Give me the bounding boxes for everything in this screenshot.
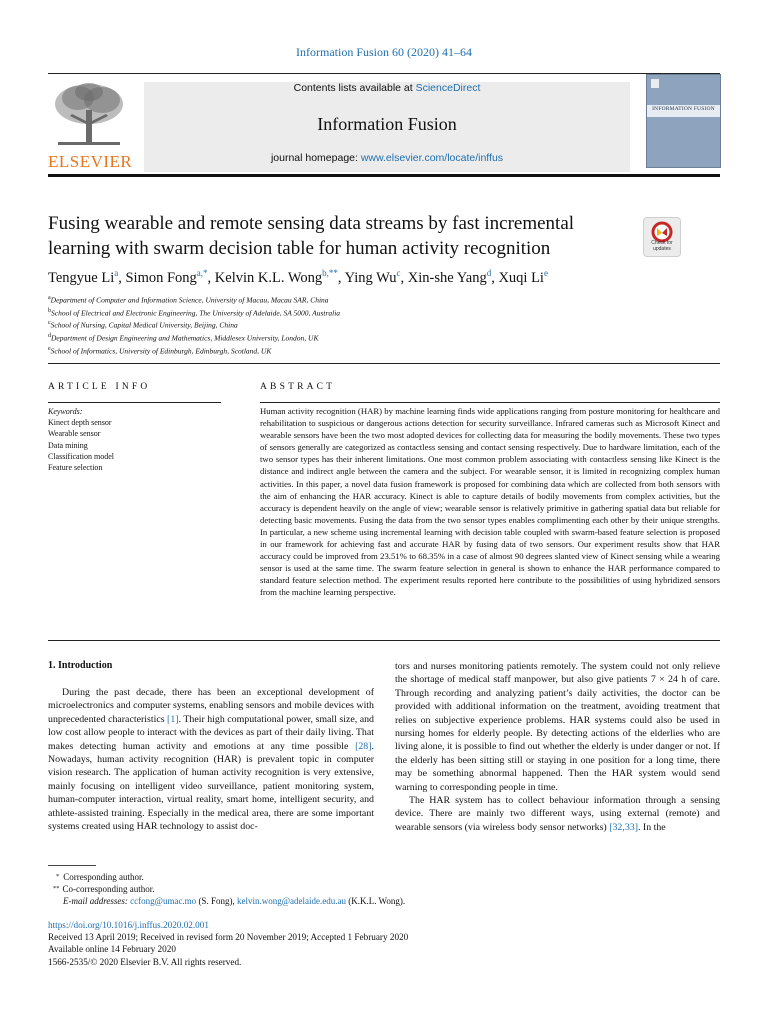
email-owner: (K.K.L. Wong). [345,896,406,906]
keyword-list [48,406,223,473]
journal-homepage-line [144,152,630,164]
received-dates: Received 13 April 2019; Received in revised form 20 November 2019; Accepted 1 February 2020 [48,932,409,943]
header-top-rule [48,73,720,74]
author-list [48,268,688,287]
affiliation-item [48,293,648,306]
author-affiliation-marker[interactable]: a [114,268,119,278]
affiliation-text: School of Nursing, Capital Medical University, Beijing, China [50,320,238,330]
journal-title: Information Fusion [317,114,457,134]
affiliation-marker: b [48,307,51,314]
article-history [48,919,408,968]
author-affiliation-marker[interactable]: e [543,268,548,278]
paper-title: Fusing wearable and remote sensing data streams by fast incremental learning with swarm decision table for human activity recognition [48,213,575,259]
affiliation-text: School of Informatics, University of Edinburgh, Edinburgh, Scotland, UK [50,346,272,356]
author-affiliation-marker[interactable]: a,* [196,268,208,278]
article-info-rule [48,402,221,403]
badge-label: Check for updates [651,240,673,252]
intro-paragraph-1 [48,686,374,833]
available-online: Available online 14 February 2020 [48,944,176,955]
author-name: Ying Wu [344,269,397,286]
contents-prefix: Contents lists available at [293,82,416,94]
intro-paragraph-continued: tors and nurses monitoring patients remotely. The system could not only relieve the shortage of medical staff manpower, but also give patients 7 × 24 h of care. Through recording and analyzing patient’s daily activities, the doctor can be provided with additional information on the treatment, avoiding treatment that relies on subjective experience problems. HAR systems could also be used in nursing homes for elderly people. By detecting actions of the elderlies who are living alone, it is possible to find out whether the elderly is under danger or not. If the elderly has been sitting still or staying in one position for a long time, there may be something abnormal happened. Then the HAR system would send warning to corresponding people in time. [395,661,720,793]
author-separator: , [337,269,345,286]
affiliation-text: Department of Computer and Information Science, University of Macau, Macau SAR, China [50,295,329,305]
header-bottom-rule [48,174,720,177]
footnote-rule [48,865,96,866]
email-link-wong[interactable]: kelvin.wong@adelaide.edu.au [236,896,346,906]
affiliation-rule [48,363,720,364]
keywords-label: Keywords: [48,407,83,416]
footnote-emails [63,895,405,907]
abstract-bottom-rule [48,640,720,641]
homepage-prefix: journal homepage: [270,152,361,164]
author-name: Kelvin K.L. Wong [214,269,323,286]
sciencedirect-link[interactable]: ScienceDirect [415,82,481,94]
contents-line [144,82,630,94]
email-label: E-mail addresses: [63,896,131,906]
introduction-heading: 1. Introduction [48,660,113,671]
intro-right-column [395,660,720,834]
doi-link[interactable]: https://doi.org/10.1016/j.inffus.2020.02.001 [48,920,209,930]
affiliation-marker: c [48,320,51,327]
author-name: Xuqi Li [498,269,544,286]
intro-text: . In the [637,821,666,833]
author-name: Xin-she Yang [407,269,487,286]
keyword-item: Feature selection [48,463,103,473]
intro-left-column [48,686,374,833]
author-affiliation-marker[interactable]: c [396,268,401,278]
keyword-item: Classification model [48,451,114,461]
email-owner: (S. Fong), [196,896,237,906]
reference-link-28[interactable]: [28] [355,740,372,752]
elsevier-wordmark: ELSEVIER [48,152,133,171]
affiliation-item [48,331,648,344]
affiliation-marker: a [48,295,51,301]
affiliation-marker: e [48,345,51,352]
footnote-text: Co-corresponding author. [62,884,155,894]
intro-text: . Their high computational power, small size, and low cost allow people to interact with the devices as part of their daily living. That makes detecting human activity and emotions at any time possible [48,713,374,752]
footnote-co-corresponding [48,883,154,895]
author-separator: , [207,269,215,286]
copyright-line: 1566-2535/© 2020 Elsevier B.V. All rights reserved. [48,956,242,967]
footnote-corresponding [48,871,144,883]
author-affiliation-marker[interactable]: b,** [322,268,338,278]
intro-text: During the past decade, there has been an exceptional development of microelectronics and computer systems, enabling sensors and mobile devices with unprecedented characteristics [48,687,374,725]
keyword-item: Data mining [48,440,88,450]
reference-link-32-33[interactable]: [32,33] [609,821,638,833]
affiliation-text: School of Electrical and Electronic Engineering, The University of Adelaide, SA 5000, Australia [51,308,341,318]
reference-link-1[interactable]: [1] [167,713,179,725]
author-separator: , [400,269,408,286]
cover-logo-mark [651,79,659,88]
affiliation-marker: d [48,333,51,340]
cover-title: INFORMATION FUSION [652,106,715,112]
author-separator: , [491,269,499,286]
abstract-rule [260,402,720,403]
affiliation-list [48,293,648,357]
footnote-marker: * [56,873,60,880]
affiliation-item [48,306,648,319]
author-name: Tengyue Li [48,269,115,286]
abstract-text: Human activity recognition (HAR) by machine learning finds wide applications ranging from posture monitoring for healthcare and rehabilitation to suspicious or dangerous actions detection for security surveillance. Infrared cameras such as Microsoft Kinect and wearable sensors have been the two most adopted devices for collecting data for measuring the bodily movements. These two types of sensors generally are categorized as contactless sensing and contact sensing respectively. Due to hardware limitation, each of the two sensor types has their inherent limitations. One most common problem associating with contactless sensing like Kinect is the distance and indirect angle between the camera and the subject. For wearable sensor, it is limited in recognizing complex human activities. In this paper, a novel data fusion framework is proposed for combining data which are collected from both sensors with the aim of enhancing the HAR accuracy. Kinect is able to capture details of bodily movements from complex activities, but the accuracy is dependent heavily on the angle of view; wearable sensor is relatively primitive in gathering spatial data but reliable for detecting basic movements. Fusing the data from the two sensor types enables complimenting each other by their unique strengths. In particular, a new scheme using incremental learning with decision table coupled with swarm-based feature selection is proposed in our framework for achieving fast and accurate HAR by fusing data of two sensors. Our experiment results show that HAR accuracy could be improved from 23.51% to 68.35% in a case of almost 90 degrees slanted view of Kinect sensing while a wearing sensor is used at the same time. The swarm feature selection in general is shown to enhance the HAR performance compared to standard feature selection method. The experiment results reported here contribute to the possibilities of using hybridized sensors from the machine learning perspective. [260,406,720,598]
author-separator: , [118,269,126,286]
abstract-heading: ABSTRACT [260,382,336,392]
author-affiliation-marker[interactable]: d [486,268,492,278]
author-name: Simon Fong [125,269,197,286]
keyword-item: Kinect depth sensor [48,418,112,428]
affiliation-item [48,318,648,331]
keyword-item: Wearable sensor [48,429,101,439]
check-for-updates-badge[interactable] [643,217,681,257]
article-info-heading: ARTICLE INFO [48,382,151,392]
elsevier-tree-logo [48,80,130,152]
affiliation-text: Department of Design Engineering and Mathematics, Middlesex University, London, UK [51,333,319,343]
journal-citation[interactable]: Information Fusion 60 (2020) 41–64 [296,45,472,59]
footnote-text: Corresponding author. [63,872,144,882]
affiliation-item [48,344,648,357]
intro-text: The HAR system has to collect behaviour information through a sensing device. There are mainly two different ways, using external (remote) and wearable sensors (via wireless body sensor networks) [395,795,720,833]
footnote-marker: ** [53,885,60,892]
homepage-link[interactable]: www.elsevier.com/locate/inffus [360,152,504,164]
email-link-fong[interactable]: ccfong@umac.mo [130,896,197,906]
intro-text: . Nowadays, human activity recognition (HAR) is prevalent topic in computer vision research. The application of human activity recognition is very extensive, mainly focusing on intelligent video surveillance, patient monitoring system, human-computer interaction, virtual reality, smart home, intelligent security, and athlete-assisted training. Especially in the medical area, there are some important systems created using HAR technology to assist doc- [48,740,374,833]
journal-cover-thumbnail [646,74,721,168]
intro-paragraph-2 [395,794,720,834]
